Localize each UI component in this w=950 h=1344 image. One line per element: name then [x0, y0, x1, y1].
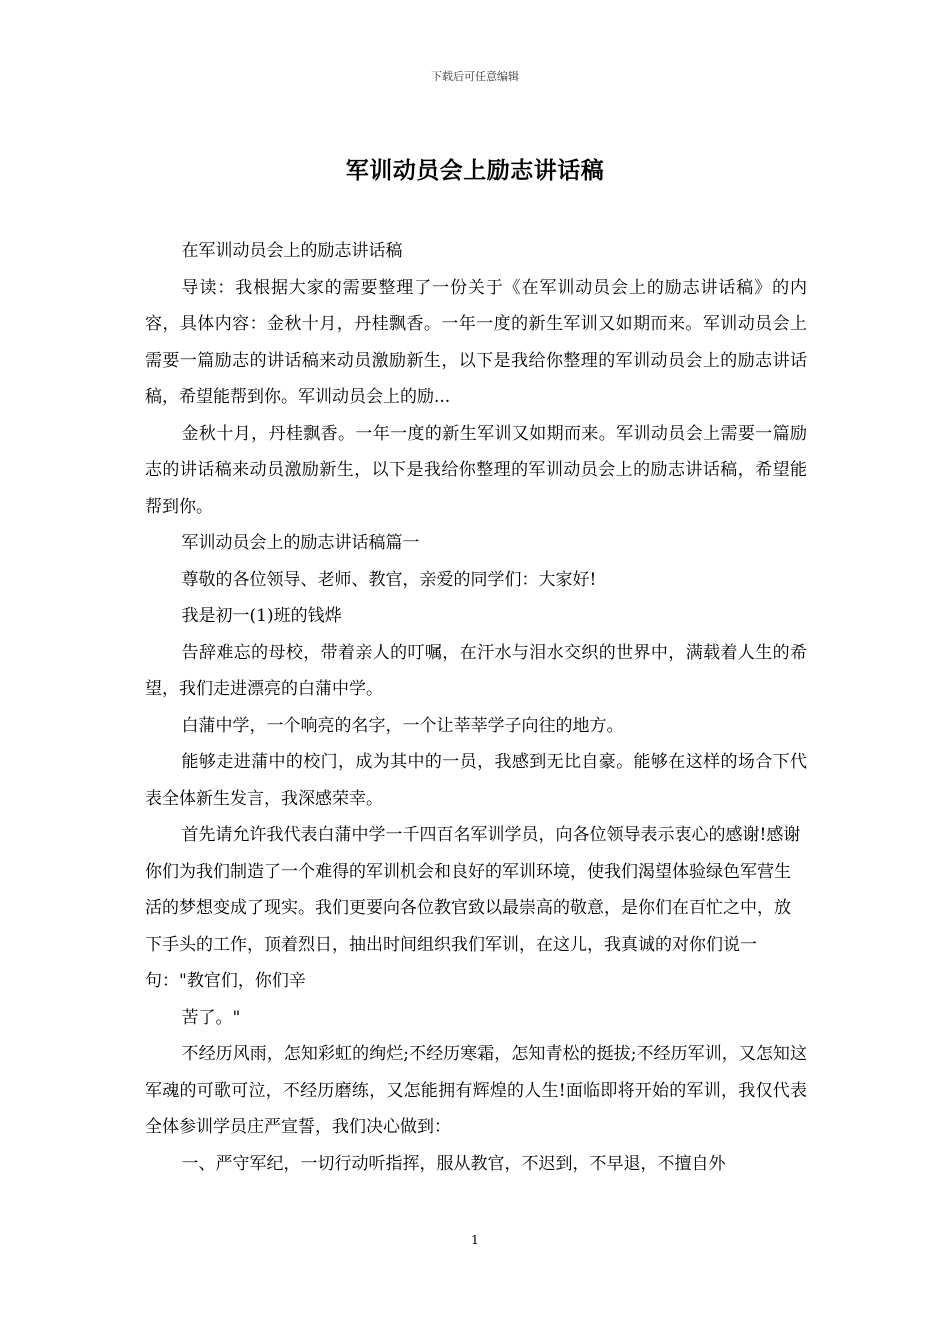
- paragraph: 金秋十月，丹桂飘香。一年一度的新生军训又如期而来。军训动员会上需要一篇励志的讲话稿来动员激励新生，以下是我给你整理的军训动员会上的励志讲话稿，希望能帮到你。: [145, 423, 807, 517]
- paragraph: 在军训动员会上的励志讲话稿: [181, 241, 403, 261]
- paragraph: 导读：我根据大家的需要整理了一份关于《在军训动员会上的励志讲话稿》的内容，具体内容：金秋十月，丹桂飘香。一年一度的新生军训又如期而来。军训动员会上需要一篇励志的讲话稿来动员激励新生，以下是我给你整理的军训动员会上的励志讲话稿，希望能帮到你。军训动员会上的励...: [145, 277, 807, 407]
- document-body: [145, 233, 807, 1182]
- paragraph: 白蒲中学，一个响亮的名字，一个让莘莘学子向往的地方。: [181, 715, 624, 736]
- paragraph: 告辞难忘的母校，带着亲人的叮嘱，在汗水与泪水交织的世界中，满载着人生的希望，我们走进漂亮的白蒲中学。: [145, 642, 807, 699]
- paragraph: 首先请允许我代表白蒲中学一千四百名军训学员，向各位领导表示衷心的感谢!感谢你们为我们制造了一个难得的军训机会和良好的军训环境，使我们渴望体验绿色军营生活的梦想变成了现实。我们更要向各位教官致以最崇高的敬意，是你们在百忙之中，放下手头的工作，顶着烈日，抽出时间组织我们军训，在这儿，我真诚的对你们说一句："教官们，你们辛: [145, 825, 801, 991]
- paragraph: 我是初一(1)班的钱烨: [181, 606, 342, 626]
- paragraph: 尊敬的各位领导、老师、教官，亲爱的同学们：大家好!: [181, 569, 597, 590]
- header-note: 下载后可任意编辑: [431, 70, 519, 83]
- paragraph: 不经历风雨，怎知彩虹的绚烂;不经历寒霜，怎知青松的挺拔;不经历军训，又怎知这军魂的可歌可泣，不经历磨练，又怎能拥有辉煌的人生!面临即将开始的军训，我仅代表全体参训学员庄严宣誓，我们决心做到：: [145, 1044, 807, 1137]
- paragraph: 能够走进蒲中的校门，成为其中的一员，我感到无比自豪。能够在这样的场合下代表全体新生发言，我深感荣幸。: [145, 752, 807, 809]
- paragraph: 军训动员会上的励志讲话稿篇一: [181, 533, 420, 553]
- page-number: 1: [471, 1233, 479, 1247]
- document-title: 军训动员会上励志讲话稿: [345, 157, 605, 184]
- paragraph: 苦了。": [181, 1007, 241, 1028]
- paragraph: 一、严守军纪，一切行动听指挥，服从教官，不迟到，不早退，不擅自外: [181, 1153, 726, 1174]
